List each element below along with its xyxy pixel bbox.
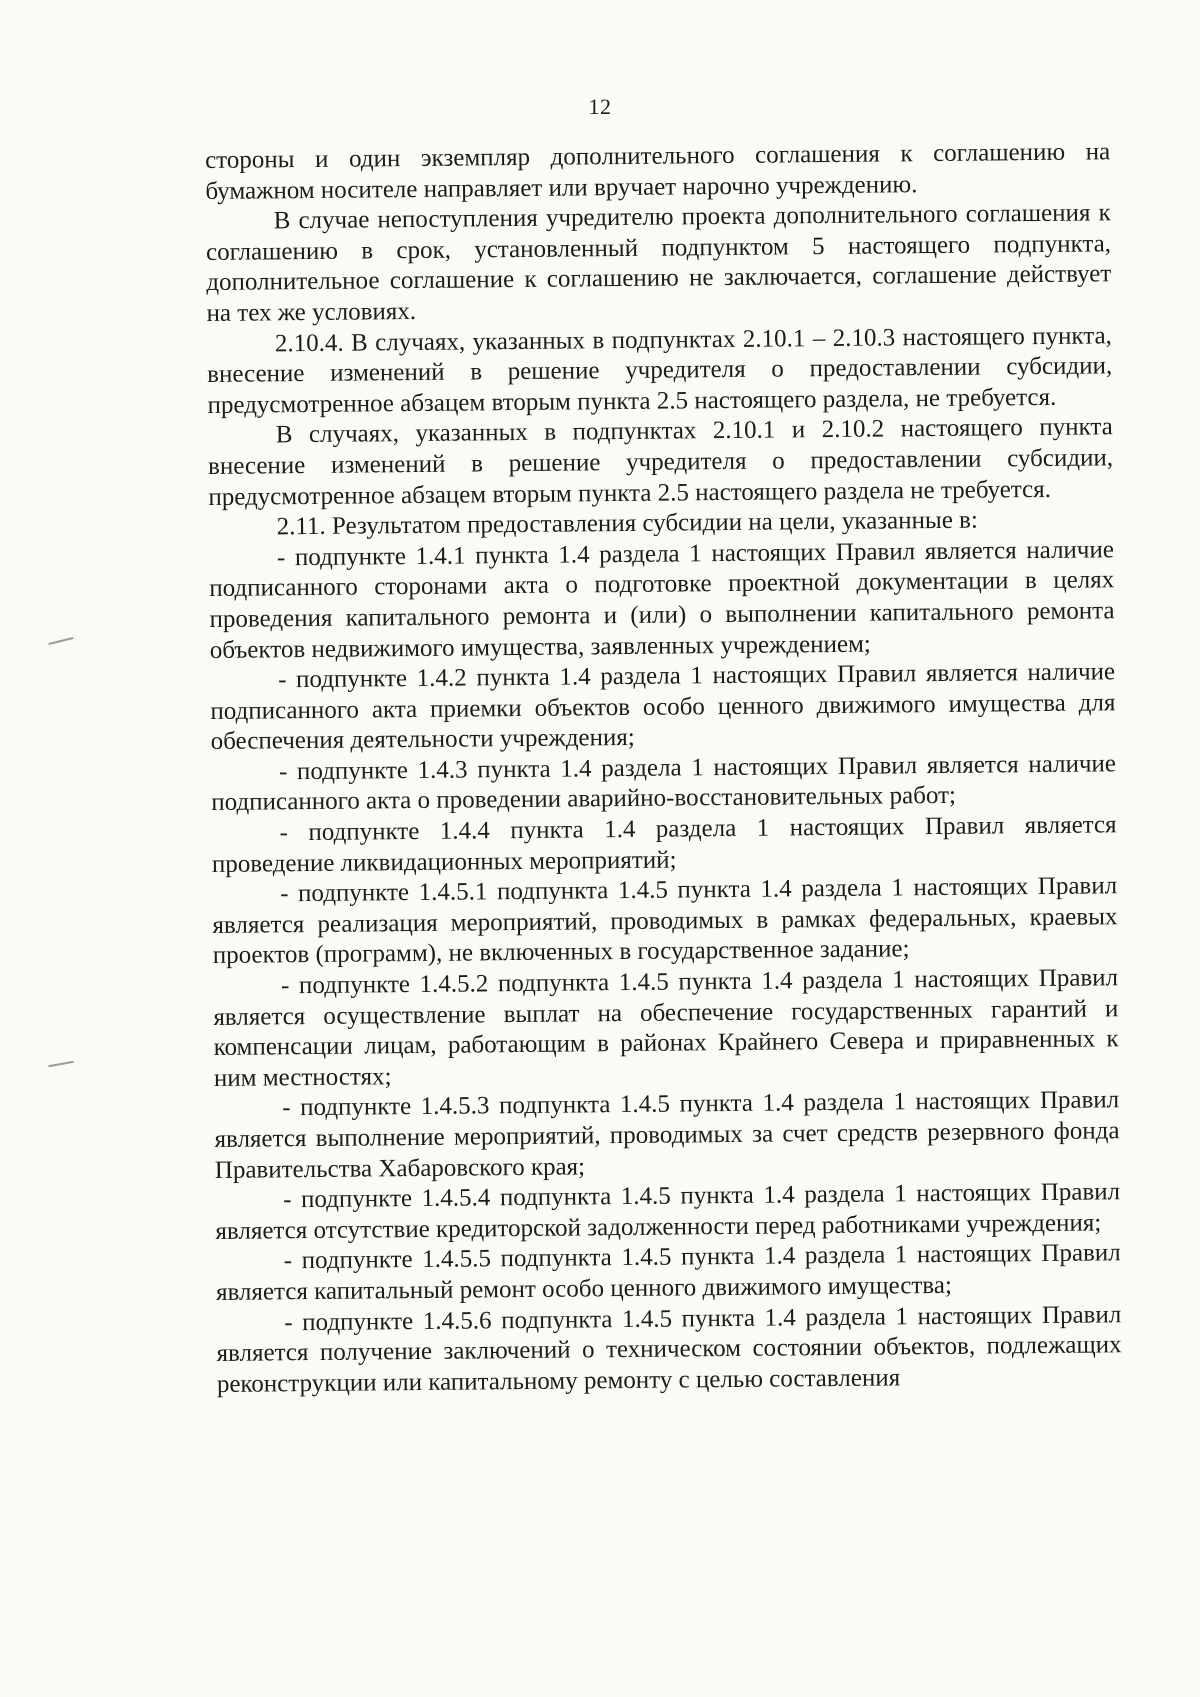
- page-number: 12: [588, 94, 612, 119]
- paragraph-continuation: стороны и один экземпляр дополнительного соглашения к соглашению на бумажном носителе направляет или вручает нарочно учреждению.: [205, 138, 1111, 205]
- scan-artifact-mark: [48, 1061, 74, 1067]
- list-item: - подпункте 1.4.5.5 подпункта 1.4.5 пункта 1.4 раздела 1 настоящих Правил является капитальный ремонт особо ценного движимого имущества;: [215, 1239, 1121, 1306]
- paragraph-2-10-4: 2.10.4. В случаях, указанных в подпунктах 2.10.1 – 2.10.3 настоящего пункта, внесение изменений в решение учредителя о предоставлении субсидии, предусмотренное абзацем вторым пункта 2.5 настоящего раздела, не требуется.: [207, 321, 1113, 419]
- list-item: - подпункте 1.4.1 пункта 1.4 раздела 1 настоящих Правил является наличие подписанного сторонами акта о подготовке проектной документации в целях проведения капитального ремонта и (или) о выполнении капитального ремонта объектов недвижимого имущества, заявленных учреждением;: [209, 536, 1115, 664]
- paragraph-2-11: 2.11. Результатом предоставления субсидии на цели, указанные в:: [276, 506, 978, 541]
- paragraph: В случаях, указанных в подпунктах 2.10.1 и 2.10.2 настоящего пункта внесение изменений в решение учредителя о предоставлении субсидии, предусмотренное абзацем вторым пункта 2.5 настоящего раздела не требуется.: [207, 413, 1114, 511]
- document-body: [205, 137, 1122, 1400]
- list-item: - подпункте 1.4.4 пункта 1.4 раздела 1 настоящих Правил является проведение ликвидационных мероприятий;: [211, 811, 1117, 878]
- list-item: - подпункте 1.4.3 пункта 1.4 раздела 1 настоящих Правил является наличие подписанного акта о проведении аварийно-восстановительных работ;: [211, 750, 1117, 817]
- scan-artifact-mark: [48, 637, 74, 645]
- list-item: - подпункте 1.4.5.6 подпункта 1.4.5 пункта 1.4 раздела 1 настоящих Правил является получение заключений о техническом состоянии объектов, подлежащих реконструкции или капитальному ремонту с целью составления: [216, 1300, 1122, 1398]
- list-item: - подпункте 1.4.5.2 подпункта 1.4.5 пункта 1.4 раздела 1 настоящих Правил является осуществление выплат на обеспечение государственных гарантий и компенсации лицам, работающим в районах Крайнего Севера и приравненных к ним местностях;: [213, 964, 1119, 1092]
- list-item: - подпункте 1.4.5.4 подпункта 1.4.5 пункта 1.4 раздела 1 настоящих Правил является отсутствие кредиторской задолженности перед работниками учреждения;: [215, 1178, 1121, 1245]
- list-item: - подпункте 1.4.5.3 подпункта 1.4.5 пункта 1.4 раздела 1 настоящих Правил является выполнение мероприятий, проводимых за счет средств резервного фонда Правительства Хабаровского края;: [214, 1086, 1120, 1184]
- list-item: - подпункте 1.4.5.1 подпункта 1.4.5 пункта 1.4 раздела 1 настоящих Правил является реализация мероприятий, проводимых в рамках федеральных, краевых проектов (программ), не включенных в государственное задание;: [212, 872, 1118, 970]
- paragraph: В случае непоступления учредителю проекта дополнительного соглашения к соглашению в срок, установленный подпунктом 5 настоящего подпункта, дополнительное соглашение к соглашению не заключается, соглашение действует на тех же условиях.: [205, 199, 1112, 327]
- list-item: - подпункте 1.4.2 пункта 1.4 раздела 1 настоящих Правил является наличие подписанного акта приемки объектов особо ценного движимого имущества для обеспечения деятельности учреждения;: [210, 658, 1116, 756]
